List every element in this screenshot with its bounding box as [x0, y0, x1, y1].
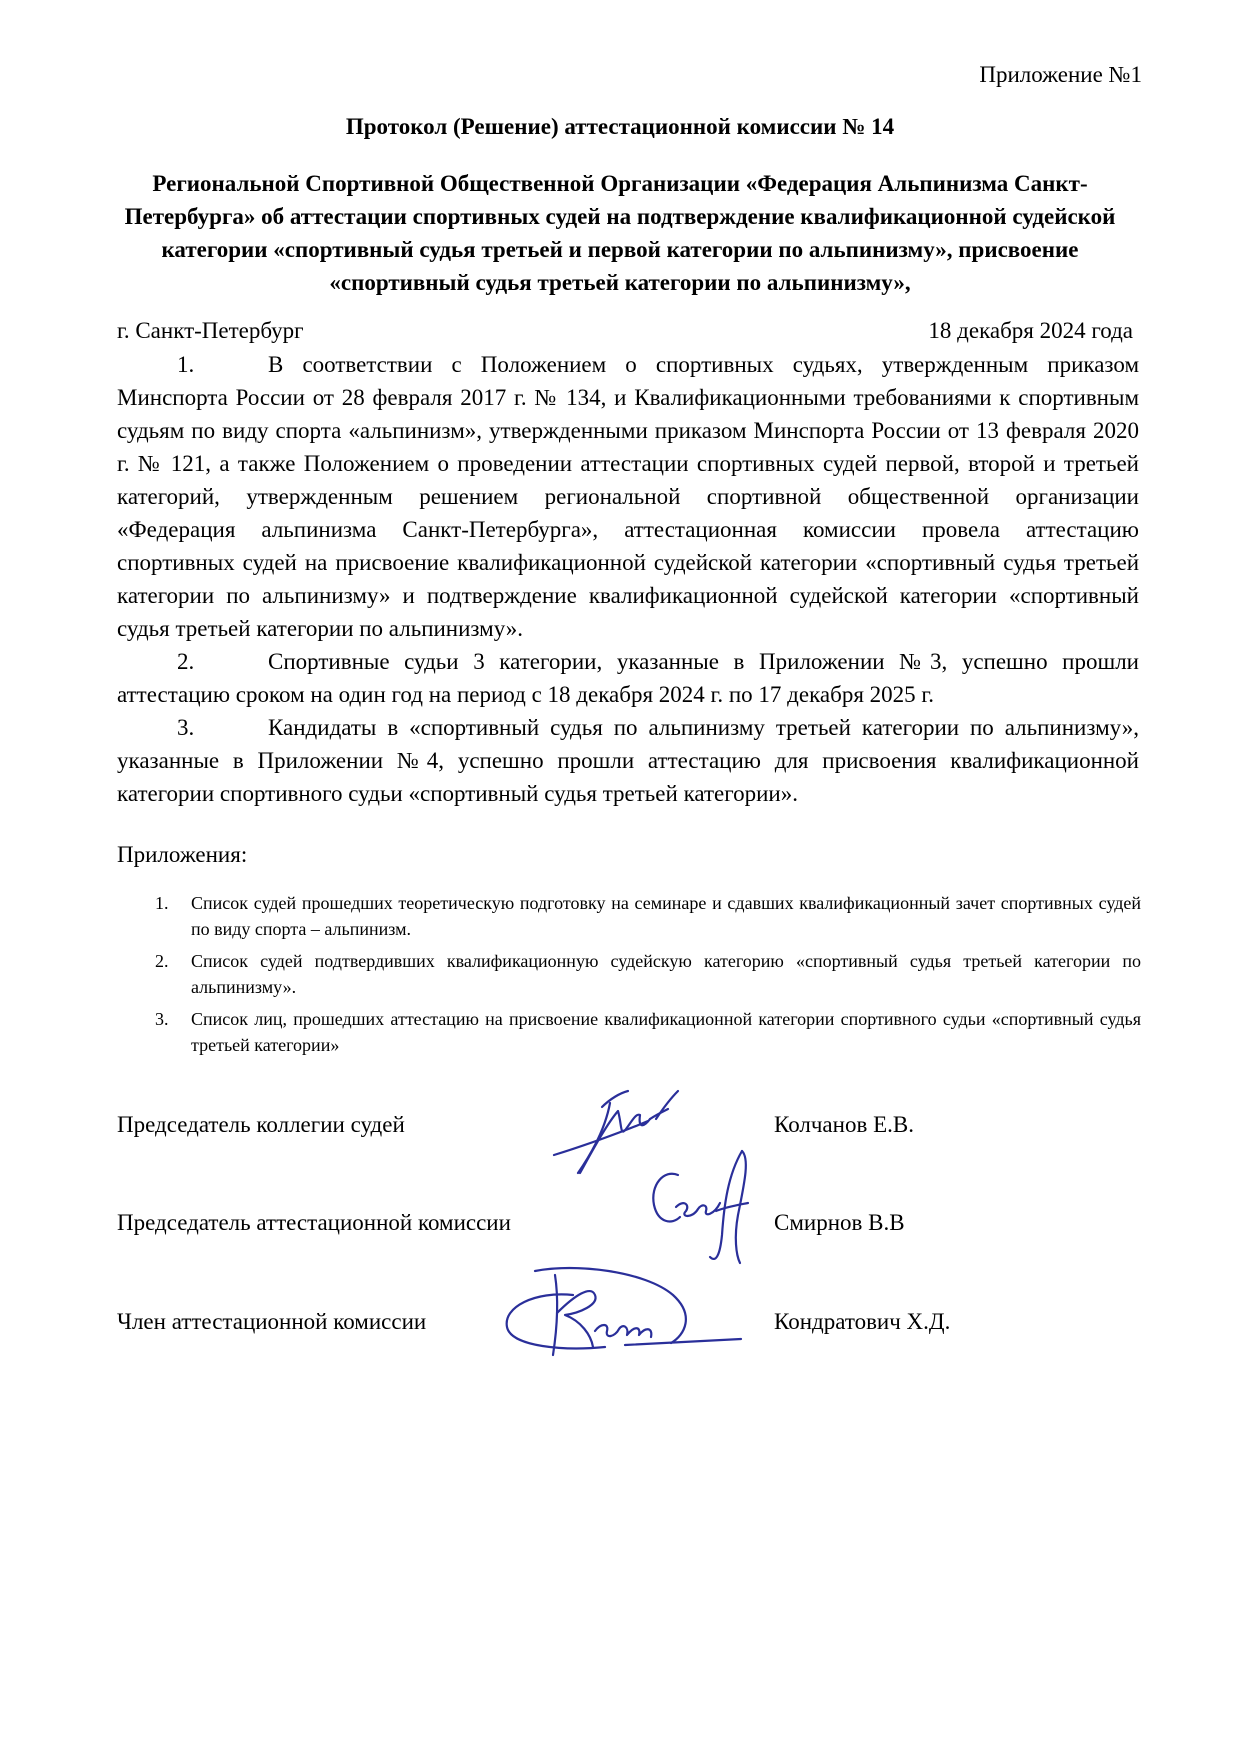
document-subtitle: Региональной Спортивной Общественной Организации «Федерация Альпинизма Санкт-Петербурга» об аттестации спортивных судей на подтверждение квалификационной судейской категории «спортивный судья третьей и первой категории по альпинизму», присвоение «спортивный судья третьей категории по альпинизму», [124, 171, 1116, 295]
signatory-role: Член аттестационной комиссии [117, 1309, 427, 1334]
paragraph-text: Спортивные судьи 3 категории, указанные в Приложении №3, успешно прошли аттестацию сроком на один год на период с 18 декабря 2024 г. по 17 декабря 2025 г. [117, 649, 1139, 707]
paragraph-2 [117, 645, 1139, 711]
paragraph-3 [117, 711, 1139, 810]
list-item-number: 2. [155, 951, 169, 971]
list-item-number: 1. [155, 893, 169, 913]
signature-smirnov [640, 1145, 770, 1270]
signatory-name: Колчанов Е.В. [774, 1112, 914, 1137]
list-item-text: Список лиц, прошедших аттестацию на присвоение квалификационной категории спортивного судьи «спортивный судья третьей категории» [191, 1009, 1141, 1055]
city: г. Санкт-Петербург [117, 318, 304, 343]
list-item-text: Список судей подтвердивших квалификационную судейскую категорию «спортивный судья третьей категории по альпинизму». [191, 951, 1141, 997]
list-item [155, 890, 1141, 942]
list-item [155, 948, 1141, 1000]
paragraph-text: В соответствии с Положением о спортивных судьях, утвержденным приказом Минспорта России от 28 февраля 2017 г. № 134, и Квалификационными требованиями к спортивным судьям по виду спорта «альпинизм», утвержденными приказом Минспорта России от 13 февраля 2020 г. № 121, а также Положением о проведении аттестации спортивных судей первой, второй и третьей категорий, утвержденным решением региональной спортивной общественной организации «Федерация альпинизма Санкт-Петербурга», аттестационная комиссии провела аттестацию спортивных судей на присвоение квалификационной судейской категории «спортивный судья третьей категории по альпинизму» и подтверждение квалификационной судейской категории «спортивный судья третьей категории по альпинизму». [117, 352, 1139, 641]
list-item-number: 3. [155, 1009, 169, 1029]
list-item [155, 1006, 1141, 1058]
list-item-text: Список судей прошедших теоретическую подготовку на семинаре и сдавших квалификационный зачет спортивных судей по виду спорта – альпинизм. [191, 893, 1141, 939]
appendices-heading: Приложения: [117, 842, 248, 867]
document-date: 18 декабря 2024 года [928, 318, 1133, 343]
paragraph-1 [117, 348, 1139, 645]
paragraph-number: 3. [177, 715, 195, 740]
signatory-name: Смирнов В.В [774, 1210, 905, 1235]
document-title: Протокол (Решение) аттестационной комиссии № 14 [345, 114, 895, 139]
signatory-name: Кондратович Х.Д. [774, 1309, 951, 1334]
signatory-role: Председатель аттестационной комиссии [117, 1210, 511, 1235]
paragraph-number: 1. [177, 352, 195, 377]
signature-kondratovich [495, 1265, 745, 1360]
paragraph-text: Кандидаты в «спортивный судья по альпинизму третьей категории по альпинизму», указанные в Приложении №4, успешно прошли аттестацию для присвоения квалификационной категории спортивного судьи «спортивный судья третьей категории». [117, 715, 1139, 806]
paragraph-number: 2. [177, 649, 195, 674]
appendix-label: Приложение №1 [979, 62, 1142, 87]
body-text [117, 348, 1139, 810]
appendices-list [155, 890, 1141, 1064]
signatory-role: Председатель коллегии судей [117, 1112, 405, 1137]
